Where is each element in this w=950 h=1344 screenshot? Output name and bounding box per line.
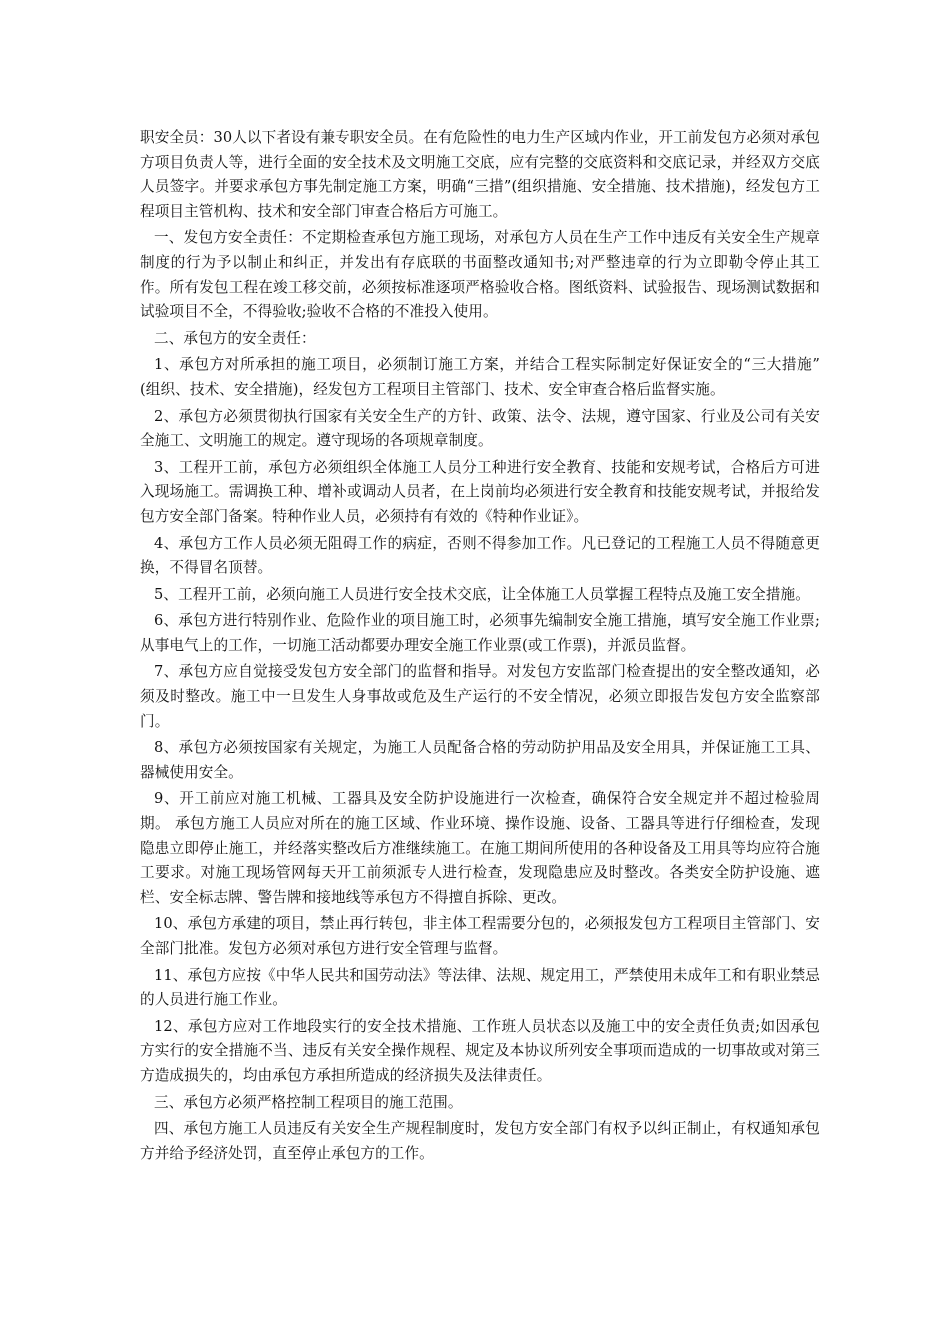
document-body — [140, 126, 820, 1168]
section-heading: 二、承包方的安全责任： — [154, 329, 316, 347]
paragraph: 一、发包方安全责任：不定期检查承包方施工现场，对承包方人员在生产工作中违反有关安全生产规章制度的行为予以制止和纠正，并发出有存底联的书面整改通知书;对严整违章的行为立即勒令停止其工作。所有发包工程在竣工移交前，必须按标准逐项严格验收合格。图纸资料、试验报告、现场测试数据和试验项目不全，不得验收;验收不合格的不准投入使用。 — [140, 229, 820, 321]
section-heading: 三、承包方必须严格控制工程项目的施工范围。 — [154, 1093, 463, 1111]
paragraph: 3、工程开工前，承包方必须组织全体施工人员分工种进行安全教育、技能和安规考试，合格后方可进入现场施工。需调换工种、增补或调动人员者，在上岗前均必须进行安全教育和技能安规考试，并报给发包方安全部门备案。特种作业人员，必须持有有效的《特种作业证》。 — [140, 458, 820, 525]
paragraph: 8、承包方必须按国家有关规定，为施工人员配备合格的劳动防护用品及安全用具，并保证施工工具、器械使用安全。 — [140, 739, 820, 781]
paragraph: 9、开工前应对施工机械、工器具及安全防护设施进行一次检查，确保符合安全规定并不超过检验周期。 承包方施工人员应对所在的施工区域、作业环境、操作设施、设备、工器具等进行仔细检查，发现隐患立即停止施工，并经落实整改后方准继续施工。在施工期间所使用的各种设备及工用具等均应符合施工要求。对施工现场管网每天开工前须派专人进行检查，发现隐患应及时整改。各类安全防护设施、遮栏、安全标志牌、警告牌和接地线等承包方不得擅自拆除、更改。 — [140, 790, 820, 906]
paragraph: 1、承包方对所承担的施工项目，必须制订施工方案，并结合工程实际制定好保证安全的“三大措施” (组织、技术、安全措施)，经发包方工程项目主管部门、技术、安全审查合格后监督实施。 — [140, 356, 820, 398]
paragraph: 6、承包方进行特别作业、危险作业的项目施工时，必须事先编制安全施工措施，填写安全施工作业票;从事电气上的工作，一切施工活动都要办理安全施工作业票(或工作票)，并派员监督。 — [140, 612, 820, 654]
paragraph: 2、承包方必须贯彻执行国家有关安全生产的方针、政策、法令、法规，遵守国家、行业及公司有关安全施工、文明施工的规定。遵守现场的各项规章制度。 — [140, 407, 820, 450]
paragraph: 4、承包方工作人员必须无阻碍工作的病症，否则不得参加工作。凡已登记的工程施工人员不得随意更换，不得冒名顶替。 — [140, 534, 820, 577]
paragraph: 5、工程开工前，必须向施工人员进行安全技术交底，让全体施工人员掌握工程特点及施工安全措施。 — [154, 585, 810, 603]
paragraph: 四、承包方施工人员违反有关安全生产规程制度时，发包方安全部门有权予以纠正制止，有权通知承包方并给予经济处罚，直至停止承包方的工作。 — [140, 1120, 820, 1162]
paragraph: 10、承包方承建的项目，禁止再行转包，非主体工程需要分包的，必须报发包方工程项目主管部门、安全部门批准。发包方必须对承包方进行安全管理与监督。 — [140, 915, 820, 957]
paragraph: 7、承包方应自觉接受发包方安全部门的监督和指导。对发包方安监部门检查提出的安全整改通知，必须及时整改。施工中一旦发生人身事故或危及生产运行的不安全情况，必须立即报告发包方安全监察部门。 — [140, 663, 820, 730]
paragraph: 职安全员：30人以下者设有兼专职安全员。在有危险性的电力生产区域内作业，开工前发包方必须对承包方项目负责人等，进行全面的安全技术及文明施工交底，应有完整的交底资料和交底记录，并经双方交底人员签字。并要求承包方事先制定施工方案，明确“三措”(组织措施、安全措施、技术措施)，经发包方工程项目主管机构、技术和安全部门审查合格后方可施工。 — [140, 129, 820, 220]
paragraph: 11、承包方应按《中华人民共和国劳动法》等法律、法规、规定用工，严禁使用未成年工和有职业禁忌的人员进行施工作业。 — [140, 966, 820, 1009]
paragraph: 12、承包方应对工作地段实行的安全技术措施、工作班人员状态以及施工中的安全责任负责;如因承包方实行的安全措施不当、违反有关安全操作规程、规定及本协议所列安全事项而造成的一切事故或对第三方造成损失的，均由承包方承担所造成的经济损失及法律责任。 — [140, 1017, 820, 1084]
